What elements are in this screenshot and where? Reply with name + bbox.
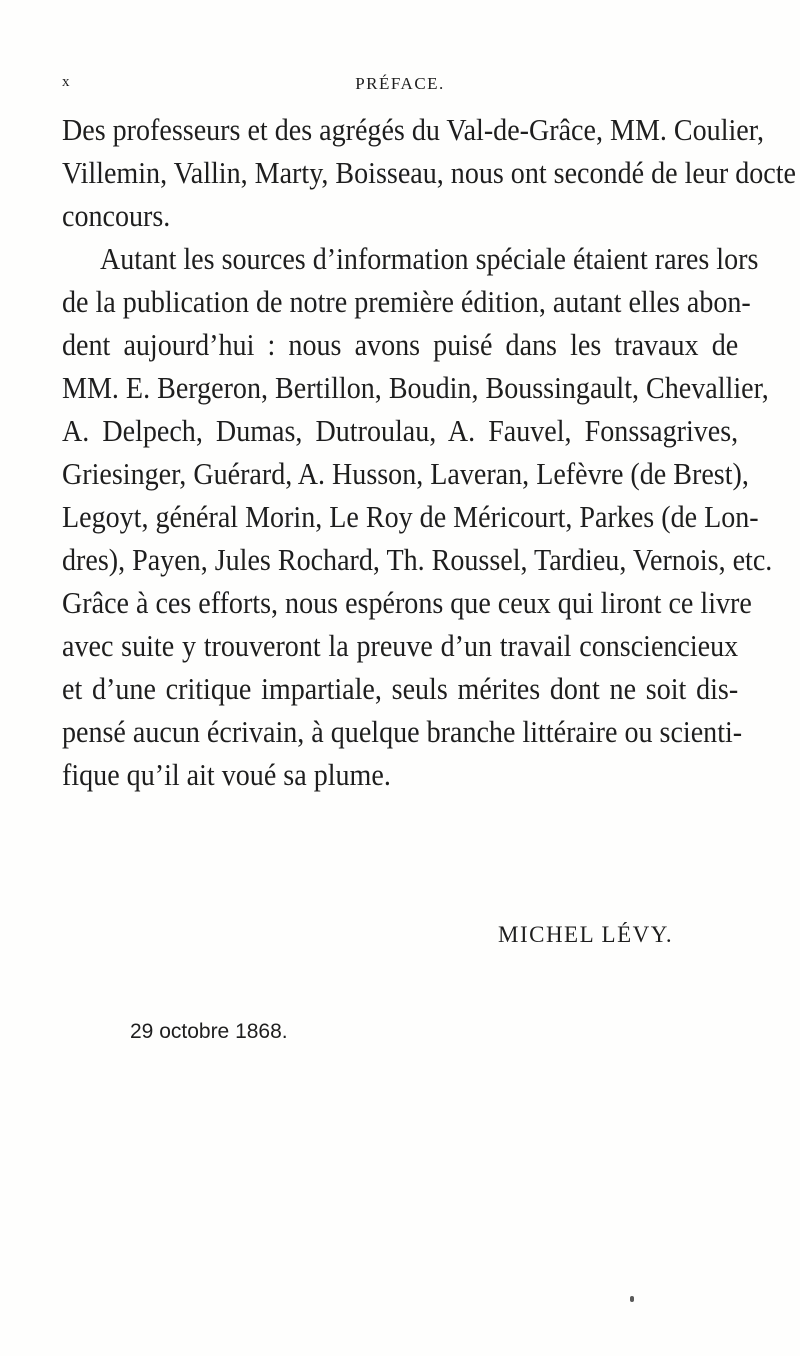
text-line: Autant les sources d’information spéciale étaient rares lors bbox=[100, 242, 759, 276]
text-line: et d’une critique impartiale, seuls mérites dont ne soit dis- bbox=[62, 672, 739, 706]
date: 29 octobre 1868. bbox=[130, 1020, 288, 1043]
text-line: Des professeurs et des agrégés du Val-de-Grâce, MM. Coulier, bbox=[62, 113, 764, 147]
section-title: PRÉFACE. bbox=[355, 74, 445, 93]
text-line: avec suite y trouveront la preuve d’un travail consciencieux bbox=[62, 629, 739, 663]
text-line: Grâce à ces efforts, nous espérons que ceux qui liront ce livre bbox=[62, 586, 752, 620]
text-line: Legoyt, général Morin, Le Roy de Méricourt, Parkes (de Lon- bbox=[62, 500, 759, 534]
text-line: A. Delpech, Dumas, Dutroulau, A. Fauvel, Fonssagrives, bbox=[62, 414, 739, 448]
text-line: Griesinger, Guérard, A. Husson, Laveran, Lefèvre (de Brest), bbox=[62, 457, 749, 491]
text-line: dent aujourd’hui : nous avons puisé dans les travaux de bbox=[62, 328, 739, 362]
text-line: MM. E. Bergeron, Bertillon, Boudin, Boussingault, Chevallier, bbox=[62, 371, 769, 405]
text-line: Villemin, Vallin, Marty, Boisseau, nous ont secondé de leur docte bbox=[62, 156, 796, 190]
text-line: dres), Payen, Jules Rochard, Th. Roussel, Tardieu, Vernois, etc. bbox=[62, 543, 773, 577]
running-head bbox=[62, 74, 738, 98]
text-line: concours. bbox=[62, 199, 171, 233]
text-line: fique qu’il ait voué sa plume. bbox=[62, 758, 391, 792]
signature: MICHEL LÉVY. bbox=[498, 922, 674, 947]
page-number: x bbox=[62, 74, 71, 90]
text-line: de la publication de notre première édition, autant elles abon- bbox=[62, 285, 751, 319]
ink-speck bbox=[630, 1296, 634, 1302]
text-line: pensé aucun écrivain, à quelque branche littéraire ou scienti- bbox=[62, 715, 743, 749]
